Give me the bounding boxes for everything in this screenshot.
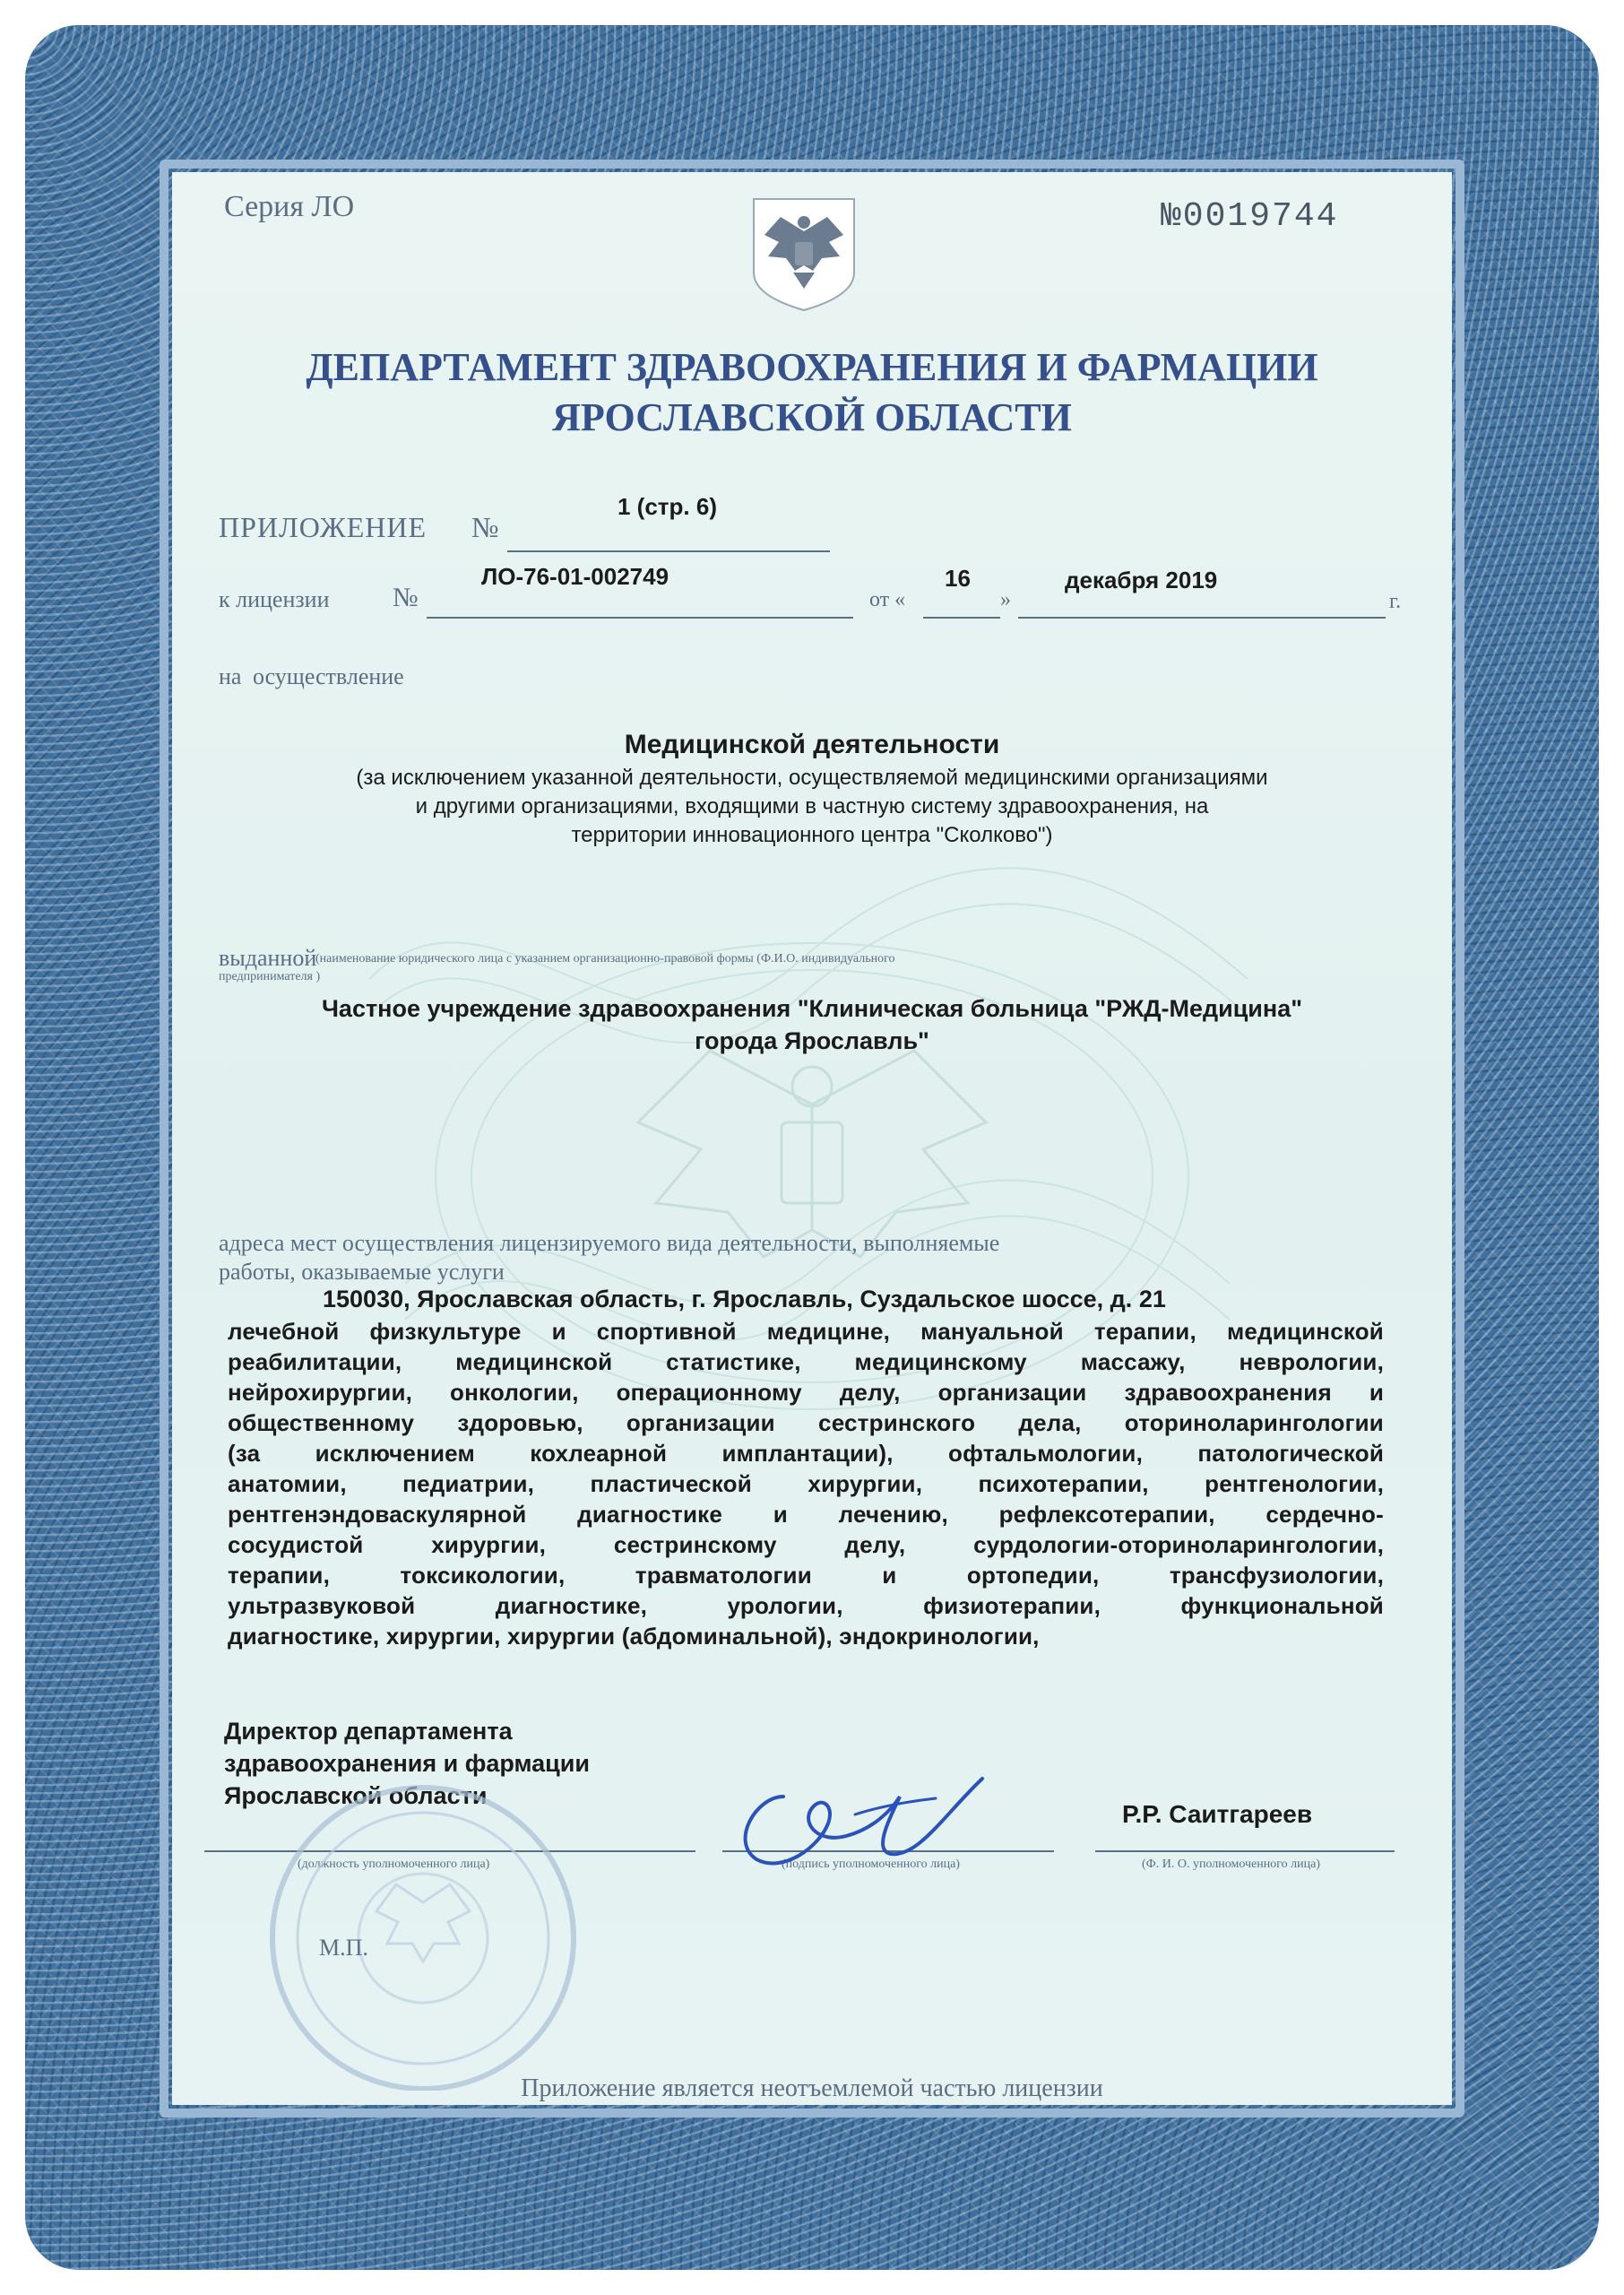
services-line: рентгенэндоваскулярной диагностике и лечению, рефлексотерапии, сердечно- <box>228 1501 1384 1528</box>
footer-note: Приложение является неотъемлемой частью лицензии <box>521 2074 1103 2102</box>
activity-address: 150030, Ярославская область, г. Ярославль, Суздальское шоссе, д. 21 <box>323 1286 1166 1312</box>
signer-name: Р.Р. Саитгареев <box>1122 1800 1313 1828</box>
name-caption: (Ф. И. О. уполномоченного лица) <box>1142 1858 1320 1871</box>
activity-note-line1: (за исключением указанной деятельности, осуществляемой медицинскими организациями <box>356 766 1268 790</box>
license-number: ЛО-76-01-002749 <box>481 563 669 590</box>
position-caption: (должность уполномоченного лица) <box>298 1858 490 1871</box>
appendix-label: ПРИЛОЖЕНИЕ <box>219 511 428 543</box>
services-line: терапии, токсикологии, травматологии и ортопедии, трансфузиологии, <box>228 1562 1384 1589</box>
signer-position-line1: Директор департамента <box>224 1718 513 1745</box>
activity-note-line2: и другими организациями, входящими в частную систему здравоохранения, на <box>415 794 1209 818</box>
services-line: общественному здоровью, организации сестринского дела, оториноларингологии <box>228 1409 1384 1436</box>
organization-name-line2: города Ярославль" <box>695 1027 929 1054</box>
from-label: от « <box>869 588 906 611</box>
form-number: №0019744 <box>1161 197 1339 236</box>
services-line: лечебной физкультуре и спортивной медицине, мануальной терапии, медицинской <box>228 1318 1384 1345</box>
signer-position-line2: здравоохранения и фармации <box>224 1750 590 1777</box>
appendix-no-sign: № <box>471 511 499 543</box>
seal-placeholder-label: М.П. <box>319 1935 368 1961</box>
address-caption-line1: адреса мест осуществления лицензируемого вида деятельности, выполняемые <box>219 1230 1000 1256</box>
activity-title: Медицинской деятельности <box>624 730 1000 759</box>
official-seal <box>172 1768 674 2091</box>
month-year-underline <box>1018 617 1386 619</box>
department-title-line2: ЯРОСЛАВСКОЙ ОБЛАСТИ <box>552 395 1072 439</box>
department-title-line1: ДЕПАРТАМЕНТ ЗДРАВООХРАНЕНИЯ И ФАРМАЦИИ <box>306 345 1318 389</box>
address-caption-line2: работы, оказываемые услуги <box>219 1259 505 1285</box>
activity-note-line3: территории инновационного центра "Сколково") <box>571 823 1053 847</box>
year-suffix: г. <box>1389 590 1402 613</box>
issued-caption-line2: предпринимателя ) <box>219 970 321 983</box>
services-line: ультразвуковой диагностике, урологии, физиотерапии, функциональной <box>228 1592 1384 1619</box>
handwritten-signature <box>721 1761 989 1877</box>
eagle-watermark-icon <box>638 1051 986 1257</box>
license-label: к лицензии <box>219 586 330 612</box>
signer-position-line3: Ярославской области <box>224 1782 488 1809</box>
services-line: нейрохирургии, онкологии, операционному делу, организации здравоохранения и <box>228 1379 1384 1406</box>
services-line: анатомии, педиатрии, пластической хирургии, психотерапии, рентгенологии, <box>228 1470 1384 1497</box>
activity-label: на осуществление <box>219 663 404 689</box>
signature-caption: (подпись уполномоченного лица) <box>782 1858 960 1871</box>
services-line: сосудистой хирургии, сестринскому делу, сурдологии-оториноларингологии, <box>228 1531 1384 1558</box>
issued-label: выданной <box>219 945 317 971</box>
organization-name-line1: Частное учреждение здравоохранения "Клиническая больница "РЖД-Медицина" <box>321 995 1303 1022</box>
license-number-underline <box>427 617 853 619</box>
issued-caption-line1: (наименование юридического лица с указанием организационно-правовой формы (Ф.И.О. индивидуального <box>315 952 895 966</box>
day-underline <box>923 617 1000 619</box>
coat-of-arms-icon <box>747 195 861 314</box>
license-no-sign: № <box>393 583 419 612</box>
name-underline <box>1095 1850 1395 1852</box>
services-line: (за исключением кохлеарной имплантации), офтальмологии, патологической <box>228 1440 1384 1467</box>
license-month-year: декабря 2019 <box>1065 567 1218 593</box>
appendix-number: 1 (стр. 6) <box>618 493 717 520</box>
license-appendix-sheet <box>172 172 1452 2105</box>
services-line: реабилитации, медицинской статистике, медицинскому массажу, неврологии, <box>228 1348 1384 1375</box>
series-label: Серия ЛО <box>224 190 355 223</box>
close-quote: » <box>1000 588 1011 611</box>
license-day: 16 <box>945 565 971 592</box>
services-line: диагностике, хирургии, хирургии (абдоминальной), эндокринологии, <box>228 1623 1040 1650</box>
appendix-underline <box>507 550 830 552</box>
